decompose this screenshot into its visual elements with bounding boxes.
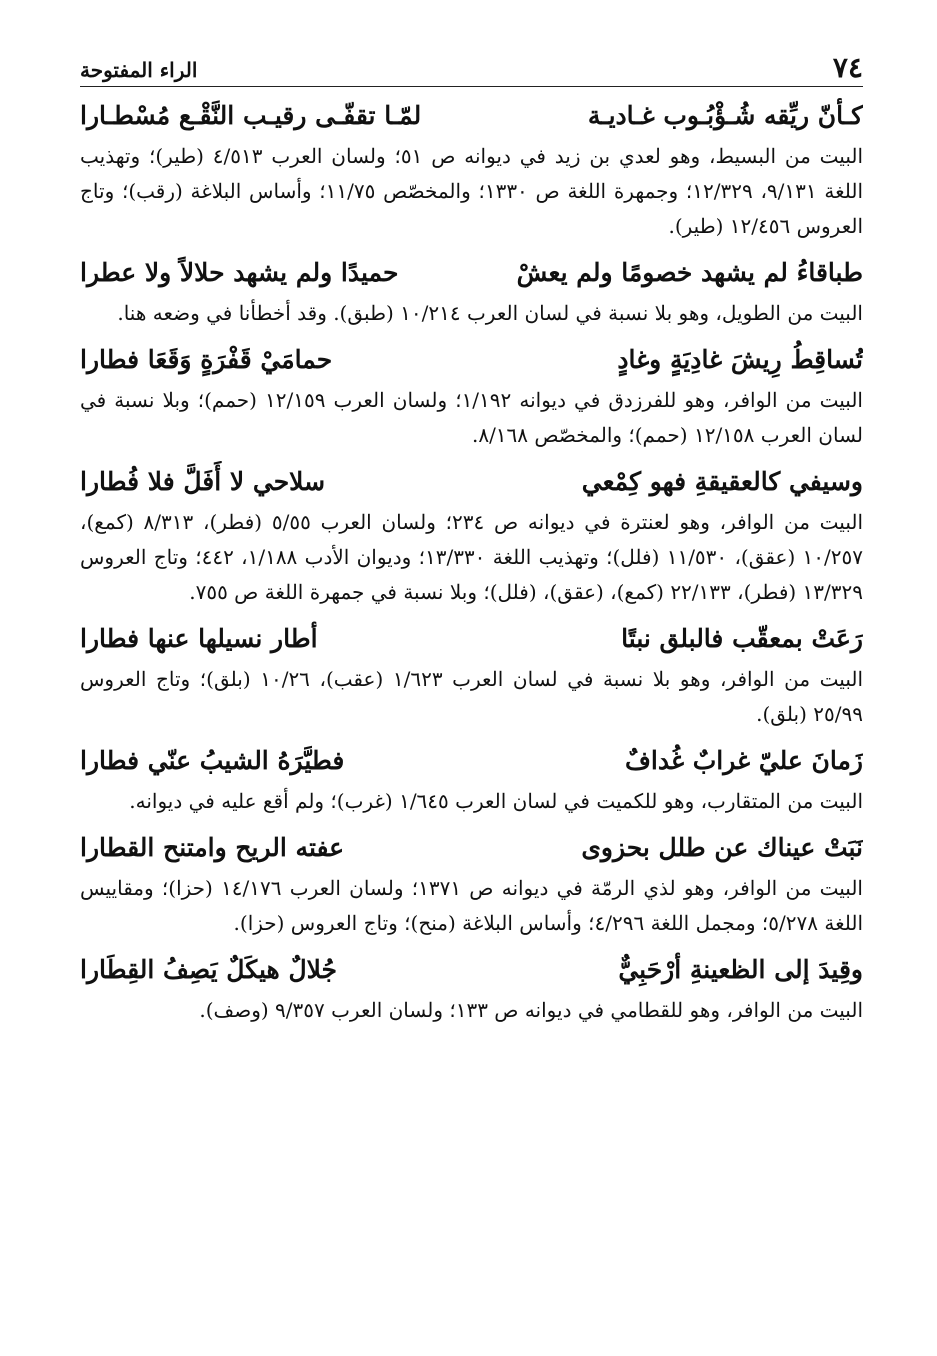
verse-second-hemistich: سلاحي لا أَفَلَّ فلا فُطارا <box>80 467 326 496</box>
verse-first-hemistich: زَمانَ عليّ غرابٌ غُدافٌ <box>625 746 863 775</box>
verse-second-hemistich: عفته الريح وامتنح القطارا <box>80 833 345 862</box>
verse-line <box>80 827 863 869</box>
verse-entry-3 <box>80 339 863 453</box>
verse-second-hemistich: حمامَيْ قَفْرَةٍ وَقَعَا فطارا <box>80 345 333 374</box>
verse-commentary: البيت من الوافر، وهو للفرزدق في ديوانه ١/١٩٢؛ ولسان العرب ١٢/١٥٩ (حمم)؛ وبلا نسبة في لسان العرب ١٢/١٥٨ (حمم)؛ والمخصّص ٨/١٦٨. <box>80 388 863 447</box>
verse-entry-6 <box>80 740 863 819</box>
verse-second-hemistich: فطيَّرَهُ الشيبُ عنّي فطارا <box>80 746 345 775</box>
page-number: ٧٤ <box>825 52 863 84</box>
verse-line <box>80 740 863 782</box>
verse-first-hemistich: وسيفي كالعقيقةِ فهو كِمْعي <box>581 467 863 496</box>
verse-line <box>80 949 863 991</box>
verse-entry-4 <box>80 461 863 610</box>
verse-commentary: البيت من المتقارب، وهو للكميت في لسان العرب ١/٦٤٥ (غرب)؛ ولم أقع عليه في ديوانه. <box>129 789 863 813</box>
verse-first-hemistich: وقِيدَ إلى الظعينةِ أرْحَبِيٌّ <box>618 955 863 984</box>
verse-line <box>80 95 863 137</box>
verse-line <box>80 461 863 503</box>
verse-second-hemistich: أطار نسيلها عنها فطارا <box>80 624 318 653</box>
verse-first-hemistich: تُساقِطُ رِيشَ غادِيَةٍ وغادٍ <box>617 345 863 374</box>
verse-entry-7 <box>80 827 863 941</box>
verse-first-hemistich: نَبَتْ عيناك عن طلل بحزوى <box>581 833 863 862</box>
verse-second-hemistich: لمّـا تقفّـى رقيـب النَّقْـع مُسْطـارا <box>80 101 422 130</box>
verse-line <box>80 252 863 294</box>
verse-first-hemistich: طباقاءُ لم يشهد خصومًا ولم يعشْ <box>516 258 863 287</box>
verse-commentary: البيت من الوافر، وهو بلا نسبة في لسان العرب ١/٦٢٣ (عقب)، ١٠/٢٦ (بلق)؛ وتاج العروس ٢٥/٩٩ (بلق). <box>80 667 864 726</box>
verse-commentary: البيت من البسيط، وهو لعدي بن زيد في ديوانه ص ٥١؛ ولسان العرب ٤/٥١٣ (طير)؛ وتهذيب اللغة ٩/١٣١، ١٢/٣٢٩؛ وجمهرة اللغة ص ١٣٣٠؛ والمخصّص ١١/٧٥؛ وأساس البلاغة (رقب)؛ وتاج العروس ١٢/٤٥٦ (طير). <box>80 144 864 238</box>
verse-line <box>80 339 863 381</box>
running-title: الراء المفتوحة <box>80 56 205 84</box>
verse-commentary: البيت من الوافر، وهو لذي الرمّة في ديوانه ص ١٣٧١؛ ولسان العرب ١٤/١٧٦ (حزا)؛ ومقاييس اللغة ٥/٢٧٨؛ ومجمل اللغة ٤/٢٩٦؛ وأساس البلاغة (منح)؛ وتاج العروس (حزا). <box>80 876 863 935</box>
verse-entry-2 <box>80 252 863 331</box>
verse-commentary: البيت من الطويل، وهو بلا نسبة في لسان العرب ١٠/٢١٤ (طبق). وقد أخطأنا في وضعه هنا. <box>117 301 863 325</box>
verse-second-hemistich: جُلالٌ هيكَلٌ يَصِفُ القِطَارا <box>80 955 337 984</box>
verse-first-hemistich: رَعَتْ بمعقّب فالبلق نبتًا <box>621 624 863 653</box>
verse-entry-5 <box>80 618 863 732</box>
verse-commentary: البيت من الوافر، وهو للقطامي في ديوانه ص ١٣٣؛ ولسان العرب ٩/٣٥٧ (وصف). <box>199 998 863 1022</box>
verse-second-hemistich: حميدًا ولم يشهد حلالاً ولا عطرا <box>80 258 399 287</box>
verse-first-hemistich: كـأنّ ريِّقه شُـؤْبُـوب غـاديـة <box>587 101 863 130</box>
verse-entry-8 <box>80 949 863 1028</box>
verse-line <box>80 618 863 660</box>
verse-entry-1 <box>80 95 863 244</box>
verse-commentary: البيت من الوافر، وهو لعنترة في ديوانه ص ٢٣٤؛ ولسان العرب ٥/٥٥ (فطر)، ٨/٣١٣ (كمع)، ١٠/٢٥٧ (عقق)، ١١/٥٣٠ (فلل)؛ وتهذيب اللغة ١٣/٣٣٠؛ وديوان الأدب ١/١٨٨، ٤٤٢؛ وتاج العروس ١٣/٣٢٩ (فطر)، ٢٢/١٣٣ (كمع)، (عقق)، (فلل)؛ وبلا نسبة في جمهرة اللغة ص ٧٥٥. <box>80 510 864 604</box>
page-content <box>80 95 863 1036</box>
page-header <box>80 52 863 87</box>
